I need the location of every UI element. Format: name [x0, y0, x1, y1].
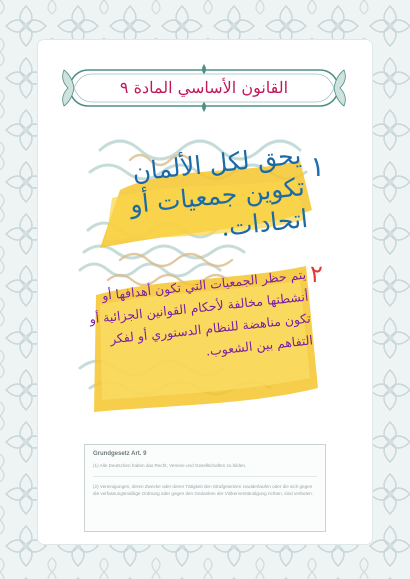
page-title: القانون الأساسي المادة ٩	[119, 77, 289, 97]
paragraph-number-1: ١	[310, 150, 326, 183]
paragraph-number-2: ٢	[310, 260, 323, 288]
reference-title: Grundgesetz Art. 9	[93, 451, 147, 457]
reference-paragraph-1: (1) Alle Deutschen haben das Recht, Vereine und Gesellschaften zu bilden.	[93, 463, 317, 477]
reference-paragraph-2: (2) Vereinigungen, deren Zwecke oder deren Tätigkeit den Strafgesetzen zuwiderlaufen oder die sich gegen die verfassungsmäßige Ordnung oder gegen den Gedanken der Völkerverständigung richten, sind verboten.	[93, 484, 314, 496]
paragraph-2-text: يتم حظر الجمعيات التي تكون أهدافها أو أنشطتها مخالفة لأحكام القوانين الجزائية أو تكون مناهضة للنظام الدستوري أو لفكر التفاهم بين الشعوب.	[88, 266, 314, 359]
german-reference-box	[84, 444, 326, 532]
paragraph-1-text: يحق لكل الألمان تكوين جمعيات أو اتحادات.	[128, 140, 310, 242]
